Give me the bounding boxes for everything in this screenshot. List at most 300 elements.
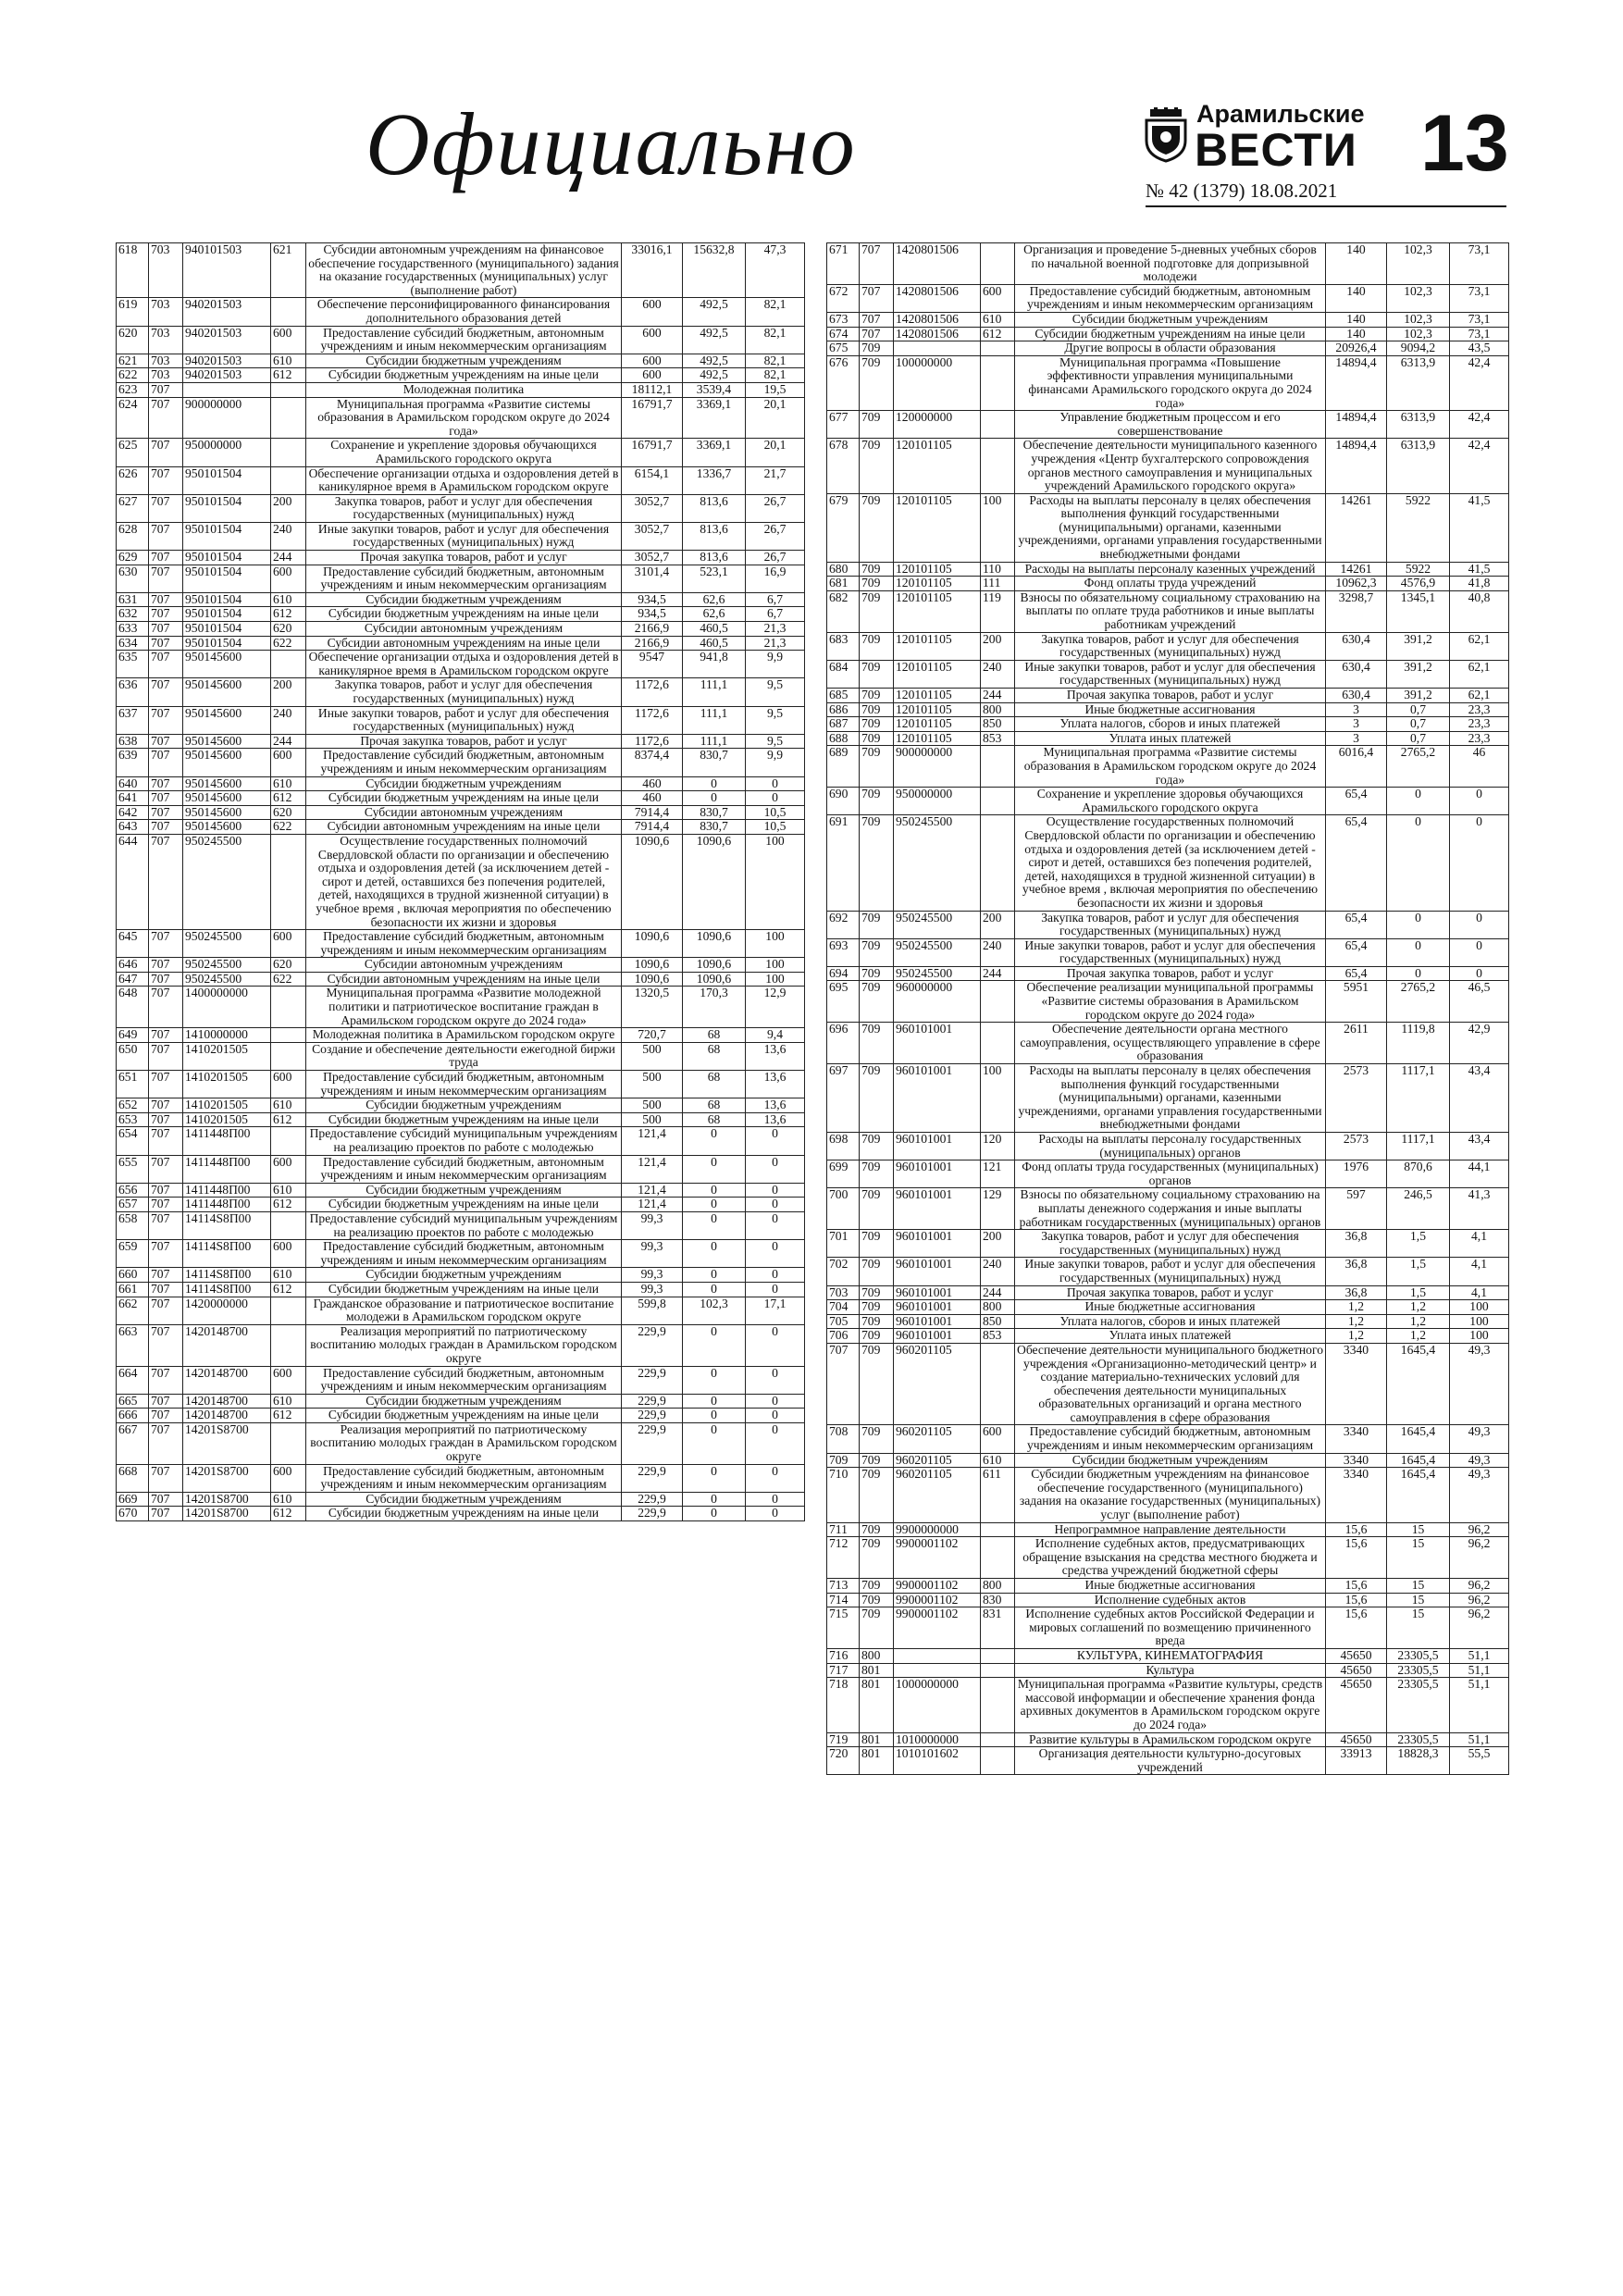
executed-amount-cell: 102,3 (1387, 312, 1450, 327)
target-article-cell: 950101504 (183, 592, 271, 607)
row-number-cell: 647 (117, 972, 149, 987)
description-cell: Реализация мероприятий по патриотическому воспитанию молодых граждан в Арамильском городском округе (306, 1422, 622, 1464)
executed-amount-cell: 18828,3 (1387, 1747, 1450, 1775)
planned-amount-cell: 15,6 (1326, 1593, 1387, 1607)
planned-amount-cell: 3052,7 (622, 551, 683, 565)
table-row (117, 820, 805, 835)
executed-amount-cell: 870,6 (1387, 1160, 1450, 1188)
description-cell: Расходы на выплаты персоналу в целях обеспечения выполнения функций государственными (муниципальными) органами, казенными учреждениями, органами управления государственными внебюджетными фондами (1015, 493, 1326, 562)
expense-type-cell: 600 (271, 326, 306, 354)
target-article-cell (894, 1663, 981, 1678)
row-number-cell: 713 (827, 1579, 860, 1594)
percent-cell: 0 (746, 1366, 805, 1394)
target-article-cell: 950245500 (894, 815, 981, 911)
table-row (117, 1071, 805, 1098)
section-code-cell: 707 (149, 1112, 183, 1127)
executed-amount-cell: 0 (683, 791, 746, 806)
section-code-cell: 709 (860, 1160, 894, 1188)
expense-type-cell: 830 (981, 1593, 1015, 1607)
section-code-cell: 703 (149, 354, 183, 368)
percent-cell: 41,5 (1450, 493, 1509, 562)
page-number: 13 (1420, 99, 1509, 188)
description-cell: Муниципальная программа «Развитие культуры, средств массовой информации и обеспечение хранения фонда архивных документов в Арамильском городском округе до 2024 года» (1015, 1678, 1326, 1732)
percent-cell: 100 (746, 834, 805, 929)
section-code-cell: 707 (149, 1098, 183, 1113)
row-number-cell: 672 (827, 284, 860, 312)
row-number-cell: 663 (117, 1324, 149, 1366)
row-number-cell: 656 (117, 1183, 149, 1198)
description-cell: Обеспечение организации отдыха и оздоровления детей в каникулярное время в Арамильском городском округе (306, 651, 622, 678)
row-number-cell: 650 (117, 1042, 149, 1070)
expense-type-cell: 244 (271, 734, 306, 749)
planned-amount-cell: 3 (1326, 731, 1387, 746)
description-cell: Субсидии бюджетным учреждениям на иные цели (306, 1112, 622, 1127)
planned-amount-cell: 8374,4 (622, 749, 683, 776)
expense-type-cell: 612 (271, 791, 306, 806)
planned-amount-cell: 3340 (1326, 1453, 1387, 1468)
planned-amount-cell: 121,4 (622, 1183, 683, 1198)
percent-cell: 73,1 (1450, 327, 1509, 341)
target-article-cell: 950101504 (183, 551, 271, 565)
section-code-cell: 707 (149, 805, 183, 820)
target-article-cell: 950145600 (183, 706, 271, 734)
percent-cell: 73,1 (1450, 312, 1509, 327)
section-code-cell: 709 (860, 717, 894, 732)
expense-type-cell: 610 (271, 1268, 306, 1283)
table-row (117, 636, 805, 651)
section-code-cell: 709 (860, 1314, 894, 1329)
executed-amount-cell: 23305,5 (1387, 1648, 1450, 1663)
table-row (117, 494, 805, 522)
target-article-cell: 960101001 (894, 1160, 981, 1188)
target-article-cell: 950145600 (183, 805, 271, 820)
planned-amount-cell: 7914,4 (622, 805, 683, 820)
row-number-cell: 637 (117, 706, 149, 734)
target-article-cell: 1420801506 (894, 312, 981, 327)
table-row (117, 1492, 805, 1507)
table-row (117, 776, 805, 791)
description-cell: Субсидии автономным учреждениям на иные цели (306, 636, 622, 651)
executed-amount-cell: 1,5 (1387, 1258, 1450, 1285)
target-article-cell: 1010000000 (894, 1732, 981, 1747)
planned-amount-cell: 3340 (1326, 1425, 1387, 1453)
section-code-cell: 703 (149, 298, 183, 326)
description-cell: Иные бюджетные ассигнования (1015, 1300, 1326, 1315)
executed-amount-cell: 0 (683, 1240, 746, 1268)
section-code-cell: 709 (860, 411, 894, 439)
planned-amount-cell: 1090,6 (622, 958, 683, 973)
table-row (827, 1314, 1509, 1329)
executed-amount-cell: 1,5 (1387, 1230, 1450, 1258)
row-number-cell: 705 (827, 1314, 860, 1329)
percent-cell: 0 (1450, 815, 1509, 911)
percent-cell: 82,1 (746, 368, 805, 383)
row-number-cell: 711 (827, 1522, 860, 1537)
section-code-cell: 703 (149, 326, 183, 354)
expense-type-cell (981, 355, 1015, 410)
row-number-cell: 694 (827, 966, 860, 981)
planned-amount-cell: 500 (622, 1042, 683, 1070)
row-number-cell: 667 (117, 1422, 149, 1464)
planned-amount-cell: 36,8 (1326, 1230, 1387, 1258)
executed-amount-cell: 0 (683, 1366, 746, 1394)
section-code-cell: 707 (149, 565, 183, 592)
expense-type-cell: 620 (271, 805, 306, 820)
table-row (117, 791, 805, 806)
target-article-cell: 960000000 (894, 981, 981, 1023)
percent-cell: 6,7 (746, 592, 805, 607)
row-number-cell: 669 (117, 1492, 149, 1507)
percent-cell: 9,9 (746, 749, 805, 776)
row-number-cell: 638 (117, 734, 149, 749)
row-number-cell: 659 (117, 1240, 149, 1268)
planned-amount-cell: 460 (622, 776, 683, 791)
description-cell: Предоставление субсидий бюджетным, автономным учреждениям и иным некоммерческим организациям (306, 1464, 622, 1492)
table-row (117, 1409, 805, 1423)
planned-amount-cell: 45650 (1326, 1678, 1387, 1732)
expense-type-cell: 240 (981, 660, 1015, 688)
description-cell: Субсидии бюджетным учреждениям (1015, 1453, 1326, 1468)
description-cell: Закупка товаров, работ и услуг для обеспечения государственных (муниципальных) нужд (306, 494, 622, 522)
executed-amount-cell: 68 (683, 1071, 746, 1098)
row-number-cell: 685 (827, 689, 860, 703)
description-cell: Управление бюджетным процессом и его совершенствование (1015, 411, 1326, 439)
description-cell: Предоставление субсидий муниципальным учреждениям на реализацию проектов по работе с молодежью (306, 1127, 622, 1155)
expense-type-cell: 621 (271, 243, 306, 298)
section-code-cell: 709 (860, 1579, 894, 1594)
target-article-cell: 960201105 (894, 1343, 981, 1425)
target-article-cell: 960201105 (894, 1468, 981, 1522)
section-code-cell: 709 (860, 788, 894, 815)
table-row (827, 815, 1509, 911)
section-code-cell: 707 (149, 734, 183, 749)
executed-amount-cell: 15 (1387, 1579, 1450, 1594)
executed-amount-cell: 68 (683, 1042, 746, 1070)
planned-amount-cell: 9547 (622, 651, 683, 678)
table-row (827, 1188, 1509, 1230)
table-row (827, 1285, 1509, 1300)
expense-type-cell: 610 (271, 1394, 306, 1409)
row-number-cell: 676 (827, 355, 860, 410)
section-code-cell: 709 (860, 1343, 894, 1425)
executed-amount-cell: 0 (683, 1394, 746, 1409)
table-row (827, 702, 1509, 717)
target-article-cell: 14114S8П00 (183, 1282, 271, 1297)
executed-amount-cell: 111,1 (683, 734, 746, 749)
executed-amount-cell: 0 (683, 1492, 746, 1507)
executed-amount-cell: 0 (1387, 815, 1450, 911)
percent-cell: 43,4 (1450, 1133, 1509, 1160)
planned-amount-cell: 3101,4 (622, 565, 683, 592)
percent-cell: 51,1 (1450, 1648, 1509, 1663)
percent-cell: 26,7 (746, 494, 805, 522)
percent-cell: 0 (746, 1198, 805, 1212)
percent-cell: 23,3 (1450, 717, 1509, 732)
section-code-cell: 707 (149, 820, 183, 835)
executed-amount-cell: 391,2 (1387, 660, 1450, 688)
expense-type-cell: 612 (271, 1282, 306, 1297)
row-number-cell: 695 (827, 981, 860, 1023)
expense-type-cell: 244 (981, 689, 1015, 703)
planned-amount-cell: 15,6 (1326, 1537, 1387, 1579)
table-row (827, 439, 1509, 493)
target-article-cell: 100000000 (894, 355, 981, 410)
expense-type-cell: 853 (981, 731, 1015, 746)
row-number-cell: 644 (117, 834, 149, 929)
description-cell: Предоставление субсидий бюджетным, автономным учреждениям и иным некоммерческим организациям (306, 749, 622, 776)
percent-cell: 0 (746, 1422, 805, 1464)
expense-type-cell: 600 (271, 1155, 306, 1183)
expense-type-cell (981, 411, 1015, 439)
percent-cell: 0 (1450, 966, 1509, 981)
percent-cell: 0 (746, 1211, 805, 1239)
percent-cell: 41,8 (1450, 577, 1509, 591)
percent-cell: 0 (746, 1409, 805, 1423)
executed-amount-cell: 0 (683, 776, 746, 791)
expense-type-cell (981, 1537, 1015, 1579)
percent-cell: 13,6 (746, 1071, 805, 1098)
description-cell: Уплата иных платежей (1015, 731, 1326, 746)
row-number-cell: 651 (117, 1071, 149, 1098)
percent-cell: 100 (1450, 1314, 1509, 1329)
percent-cell: 9,5 (746, 706, 805, 734)
executed-amount-cell: 1645,4 (1387, 1425, 1450, 1453)
table-row (117, 466, 805, 494)
row-number-cell: 631 (117, 592, 149, 607)
percent-cell: 20,1 (746, 397, 805, 439)
table-row (117, 1098, 805, 1113)
row-number-cell: 690 (827, 788, 860, 815)
planned-amount-cell: 3340 (1326, 1468, 1387, 1522)
target-article-cell: 120101105 (894, 731, 981, 746)
percent-cell: 40,8 (1450, 590, 1509, 632)
planned-amount-cell: 99,3 (622, 1240, 683, 1268)
section-code-cell: 707 (149, 551, 183, 565)
expense-type-cell: 850 (981, 1314, 1015, 1329)
section-code-cell: 801 (860, 1678, 894, 1732)
section-code-cell: 707 (149, 651, 183, 678)
target-article-cell: 1411448П00 (183, 1155, 271, 1183)
percent-cell: 62,1 (1450, 660, 1509, 688)
description-cell: Развитие культуры в Арамильском городском округе (1015, 1732, 1326, 1747)
percent-cell: 96,2 (1450, 1607, 1509, 1649)
target-article-cell: 960101001 (894, 1314, 981, 1329)
row-number-cell: 665 (117, 1394, 149, 1409)
row-number-cell: 678 (827, 439, 860, 493)
planned-amount-cell: 14894,4 (1326, 439, 1387, 493)
planned-amount-cell: 65,4 (1326, 966, 1387, 981)
expense-type-cell: 200 (271, 678, 306, 706)
description-cell: КУЛЬТУРА, КИНЕМАТОГРАФИЯ (1015, 1648, 1326, 1663)
description-cell: Создание и обеспечение деятельности ежегодной биржи труда (306, 1042, 622, 1070)
target-article-cell: 120101105 (894, 577, 981, 591)
row-number-cell: 688 (827, 731, 860, 746)
target-article-cell: 120101105 (894, 632, 981, 660)
table-row (827, 1607, 1509, 1649)
percent-cell: 26,7 (746, 551, 805, 565)
table-row (827, 1522, 1509, 1537)
percent-cell: 42,4 (1450, 411, 1509, 439)
target-article-cell: 1420801506 (894, 284, 981, 312)
percent-cell: 13,6 (746, 1042, 805, 1070)
target-article-cell: 120101105 (894, 439, 981, 493)
percent-cell: 100 (746, 958, 805, 973)
section-code-cell: 707 (149, 706, 183, 734)
planned-amount-cell: 3 (1326, 717, 1387, 732)
section-code-cell: 707 (149, 1324, 183, 1366)
budget-table-left (116, 242, 805, 1521)
expense-type-cell: 853 (981, 1329, 1015, 1344)
description-cell: Расходы на выплаты персоналу в целях обеспечения выполнения функций государственными (муниципальными) органами, казенными учреждениями, органами управления государственными внебюджетными фондами (1015, 1064, 1326, 1133)
section-code-cell: 707 (149, 1240, 183, 1268)
expense-type-cell: 111 (981, 577, 1015, 591)
planned-amount-cell: 3340 (1326, 1343, 1387, 1425)
expense-type-cell: 240 (271, 706, 306, 734)
row-number-cell: 704 (827, 1300, 860, 1315)
executed-amount-cell: 0 (683, 1127, 746, 1155)
target-article-cell: 940201503 (183, 298, 271, 326)
planned-amount-cell: 1976 (1326, 1160, 1387, 1188)
executed-amount-cell: 1,2 (1387, 1300, 1450, 1315)
executed-amount-cell: 1,2 (1387, 1329, 1450, 1344)
executed-amount-cell: 0,7 (1387, 702, 1450, 717)
target-article-cell: 940201503 (183, 326, 271, 354)
planned-amount-cell: 45650 (1326, 1648, 1387, 1663)
description-cell: Субсидии бюджетным учреждениям на иные цели (1015, 327, 1326, 341)
percent-cell: 96,2 (1450, 1579, 1509, 1594)
description-cell: Прочая закупка товаров, работ и услуг (1015, 689, 1326, 703)
section-code-cell: 801 (860, 1732, 894, 1747)
description-cell: Закупка товаров, работ и услуг для обеспечения государственных (муниципальных) нужд (1015, 1230, 1326, 1258)
section-code-cell: 709 (860, 632, 894, 660)
target-article-cell: 1410201505 (183, 1098, 271, 1113)
table-row (827, 1468, 1509, 1522)
description-cell: Субсидии бюджетным учреждениям на иные цели (306, 791, 622, 806)
row-number-cell: 662 (117, 1297, 149, 1324)
percent-cell: 0 (746, 1240, 805, 1268)
description-cell: Уплата налогов, сборов и иных платежей (1015, 1314, 1326, 1329)
executed-amount-cell: 492,5 (683, 298, 746, 326)
description-cell: Молодежная политика в Арамильском городском округе (306, 1028, 622, 1043)
row-number-cell: 619 (117, 298, 149, 326)
executed-amount-cell: 391,2 (1387, 689, 1450, 703)
percent-cell: 12,9 (746, 987, 805, 1028)
percent-cell: 100 (746, 972, 805, 987)
section-code-cell: 709 (860, 702, 894, 717)
planned-amount-cell: 45650 (1326, 1732, 1387, 1747)
section-code-cell: 709 (860, 1188, 894, 1230)
percent-cell: 43,4 (1450, 1064, 1509, 1133)
table-row (827, 1579, 1509, 1594)
executed-amount-cell: 23305,5 (1387, 1732, 1450, 1747)
planned-amount-cell: 14261 (1326, 493, 1387, 562)
description-cell: Осуществление государственных полномочий Свердловской области по организации и обеспечению отдыха и оздоровления детей (за исключением детей - сирот и детей, оставшихся без попечения родителей, детей, находящихся в трудной жизненной ситуации) в учебное время , включая мероприятия по обеспечению безопасности их жизни и здоровья (306, 834, 622, 929)
planned-amount-cell: 1172,6 (622, 678, 683, 706)
section-code-cell: 709 (860, 1230, 894, 1258)
executed-amount-cell: 1,2 (1387, 1314, 1450, 1329)
row-number-cell: 653 (117, 1112, 149, 1127)
target-article-cell: 120101105 (894, 562, 981, 577)
table-row (117, 592, 805, 607)
percent-cell: 23,3 (1450, 702, 1509, 717)
expense-type-cell: 612 (271, 368, 306, 383)
expense-type-cell: 622 (271, 972, 306, 987)
expense-type-cell (271, 298, 306, 326)
section-code-cell: 709 (860, 1329, 894, 1344)
executed-amount-cell: 460,5 (683, 622, 746, 637)
expense-type-cell: 200 (981, 632, 1015, 660)
section-code-cell: 707 (149, 1507, 183, 1521)
row-number-cell: 710 (827, 1468, 860, 1522)
planned-amount-cell: 7914,4 (622, 820, 683, 835)
target-article-cell: 950145600 (183, 776, 271, 791)
description-cell: Муниципальная программа «Развитие системы образования в Арамильском городском округе до 2024 года» (1015, 746, 1326, 788)
expense-type-cell (271, 987, 306, 1028)
row-number-cell: 622 (117, 368, 149, 383)
executed-amount-cell: 830,7 (683, 749, 746, 776)
newspaper-masthead (1143, 100, 1374, 176)
target-article-cell: 950145600 (183, 651, 271, 678)
planned-amount-cell: 3298,7 (1326, 590, 1387, 632)
expense-type-cell (271, 1028, 306, 1043)
description-cell: Предоставление субсидий бюджетным, автономным учреждениям и иным некоммерческим организациям (306, 565, 622, 592)
expense-type-cell: 800 (981, 1300, 1015, 1315)
executed-amount-cell: 5922 (1387, 493, 1450, 562)
table-row (827, 1160, 1509, 1188)
executed-amount-cell: 68 (683, 1098, 746, 1113)
target-article-cell: 960101001 (894, 1023, 981, 1064)
description-cell: Непрограммное направление деятельности (1015, 1522, 1326, 1537)
description-cell: Прочая закупка товаров, работ и услуг (1015, 966, 1326, 981)
percent-cell: 82,1 (746, 298, 805, 326)
description-cell: Взносы по обязательному социальному страхованию на выплаты по оплате труда работников и иные выплаты работникам учреждений (1015, 590, 1326, 632)
description-cell: Субсидии бюджетным учреждениям на иные цели (306, 1507, 622, 1521)
target-article-cell: 960101001 (894, 1230, 981, 1258)
planned-amount-cell: 5951 (1326, 981, 1387, 1023)
table-row (117, 805, 805, 820)
description-cell: Молодежная политика (306, 382, 622, 397)
executed-amount-cell: 523,1 (683, 565, 746, 592)
target-article-cell: 960101001 (894, 1188, 981, 1230)
planned-amount-cell: 500 (622, 1071, 683, 1098)
planned-amount-cell: 99,3 (622, 1268, 683, 1283)
target-article-cell: 1420801506 (894, 243, 981, 285)
executed-amount-cell: 23305,5 (1387, 1663, 1450, 1678)
planned-amount-cell: 6016,4 (1326, 746, 1387, 788)
section-code-cell: 707 (149, 1155, 183, 1183)
expense-type-cell: 831 (981, 1607, 1015, 1649)
target-article-cell: 9900001102 (894, 1537, 981, 1579)
description-cell: Субсидии бюджетным учреждениям на иные цели (306, 1409, 622, 1423)
percent-cell: 73,1 (1450, 284, 1509, 312)
expense-type-cell (981, 788, 1015, 815)
expense-type-cell (271, 834, 306, 929)
executed-amount-cell: 15632,8 (683, 243, 746, 298)
table-row (117, 607, 805, 622)
section-code-cell: 707 (149, 678, 183, 706)
target-article-cell: 1411448П00 (183, 1198, 271, 1212)
expense-type-cell: 612 (271, 607, 306, 622)
planned-amount-cell: 600 (622, 354, 683, 368)
description-cell: Муниципальная программа «Развитие молодежной политики и патриотическое воспитание граждан в Арамильском городском округе до 2024 года» (306, 987, 622, 1028)
percent-cell: 62,1 (1450, 689, 1509, 703)
percent-cell: 73,1 (1450, 243, 1509, 285)
section-code-cell: 709 (860, 1425, 894, 1453)
target-article-cell: 940101503 (183, 243, 271, 298)
row-number-cell: 697 (827, 1064, 860, 1133)
section-code-cell: 707 (149, 1198, 183, 1212)
executed-amount-cell: 813,6 (683, 494, 746, 522)
